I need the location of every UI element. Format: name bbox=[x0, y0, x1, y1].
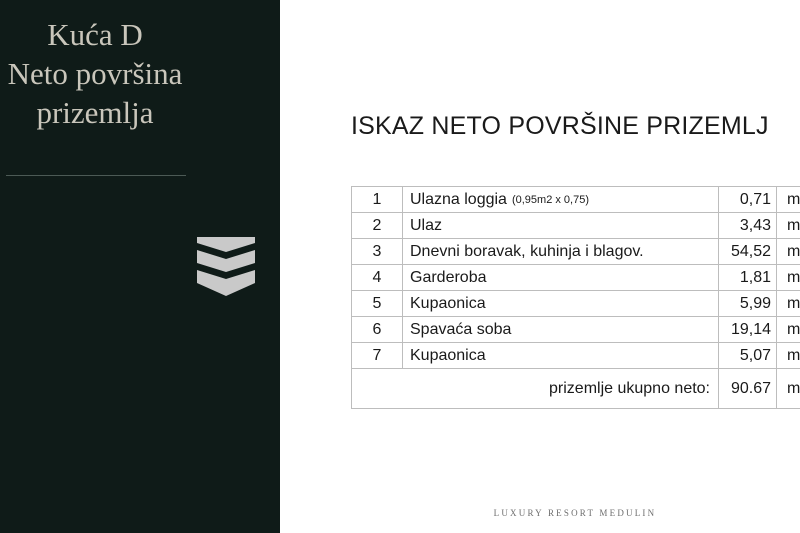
room-name: Ulaz bbox=[410, 216, 443, 234]
panel-title-line-3: prizemlja bbox=[36, 95, 154, 130]
row-number: 1 bbox=[352, 187, 403, 212]
table-row bbox=[352, 187, 800, 213]
total-label: prizemlje ukupno neto: bbox=[352, 369, 719, 408]
area-value: 19,14 bbox=[719, 317, 777, 342]
area-value: 5,07 bbox=[719, 343, 777, 368]
room-name-cell bbox=[403, 265, 719, 290]
area-table bbox=[351, 186, 800, 409]
area-unit: m bbox=[787, 346, 800, 364]
row-number: 2 bbox=[352, 213, 403, 238]
document-title: ISKAZ NETO POVRŠINE PRIZEMLJ bbox=[351, 112, 769, 140]
area-value: 1,81 bbox=[719, 265, 777, 290]
room-name: Ulazna loggia bbox=[410, 190, 507, 208]
area-value: 0,71 bbox=[719, 187, 777, 212]
row-number: 3 bbox=[352, 239, 403, 264]
total-unit: m bbox=[787, 379, 800, 397]
table-row bbox=[352, 343, 800, 369]
panel-title-line-1: Kuća D bbox=[47, 17, 143, 52]
table-row bbox=[352, 239, 800, 265]
table-row bbox=[352, 291, 800, 317]
room-name-cell bbox=[403, 317, 719, 342]
area-value: 54,52 bbox=[719, 239, 777, 264]
area-value: 5,99 bbox=[719, 291, 777, 316]
area-unit: m bbox=[787, 294, 800, 312]
room-name-cell bbox=[403, 213, 719, 238]
left-panel bbox=[0, 0, 280, 533]
room-name: Kupaonica bbox=[410, 294, 486, 312]
area-unit: m bbox=[787, 242, 800, 260]
total-row bbox=[352, 369, 800, 409]
area-unit: m bbox=[787, 190, 800, 208]
table-row bbox=[352, 265, 800, 291]
row-number: 5 bbox=[352, 291, 403, 316]
row-number: 6 bbox=[352, 317, 403, 342]
room-name: Kupaonica bbox=[410, 346, 486, 364]
row-number: 7 bbox=[352, 343, 403, 368]
panel-title bbox=[0, 15, 190, 132]
room-name: Spavaća soba bbox=[410, 320, 512, 338]
total-value: 90.67 bbox=[719, 369, 777, 408]
room-name-cell bbox=[403, 343, 719, 368]
panel-title-line-2: Neto površina bbox=[7, 56, 183, 91]
table-row bbox=[352, 213, 800, 239]
room-note: (0,95m2 x 0,75) bbox=[511, 193, 589, 206]
row-number: 4 bbox=[352, 265, 403, 290]
room-name: Garderoba bbox=[410, 268, 487, 286]
area-unit: m bbox=[787, 216, 800, 234]
room-name-cell bbox=[403, 239, 719, 264]
table-row bbox=[352, 317, 800, 343]
area-value: 3,43 bbox=[719, 213, 777, 238]
room-name: Dnevni boravak, kuhinja i blagov. bbox=[410, 242, 644, 260]
area-unit: m bbox=[787, 320, 800, 338]
triple-chevron-down-icon bbox=[197, 237, 255, 297]
room-name-cell bbox=[403, 291, 719, 316]
brand-footer: LUXURY RESORT MEDULIN bbox=[493, 508, 657, 518]
panel-divider bbox=[6, 175, 186, 176]
area-unit: m bbox=[787, 268, 800, 286]
room-name-cell bbox=[403, 187, 719, 212]
